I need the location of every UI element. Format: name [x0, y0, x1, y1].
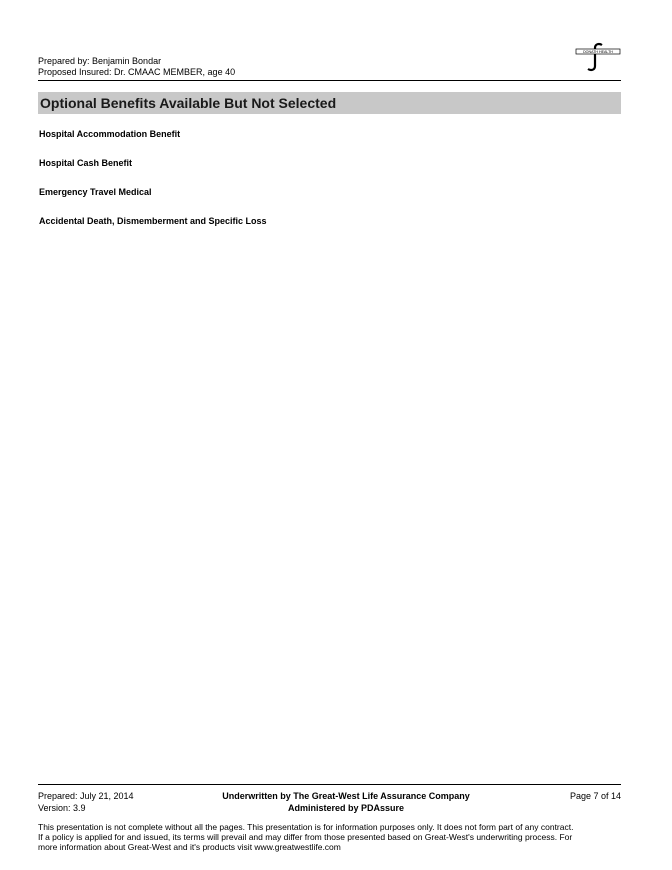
underwritten-by: Underwritten by The Great-West Life Assurance Company [222, 791, 470, 801]
section-title: Optional Benefits Available But Not Selected [38, 92, 621, 114]
benefit-item: Hospital Cash Benefit [39, 158, 133, 168]
disclaimer-line: This presentation is not complete without all the pages. This presentation is for information purposes only. It does not form part of any contract. [38, 822, 574, 832]
benefit-item: Accidental Death, Dismemberment and Specific Loss [39, 216, 267, 226]
footer-divider [38, 784, 621, 785]
disclaimer-line: If a policy is applied for and issued, its terms will prevail and may differ from those presented based on Great-West's underwriting process. For [38, 832, 573, 842]
header-divider [38, 80, 621, 81]
company-logo [575, 42, 621, 72]
version: Version: 3.9 [38, 803, 86, 813]
logo-text: DONATH HEALTH [583, 50, 613, 54]
disclaimer [38, 822, 623, 852]
footer-left [38, 790, 134, 814]
footer-center [196, 790, 496, 814]
disclaimer-line: more information about Great-West and it's products visit www.greatwestlife.com [38, 842, 341, 852]
prepared-date: Prepared: July 21, 2014 [38, 791, 134, 801]
proposed-insured: Proposed Insured: Dr. CMAAC MEMBER, age 40 [38, 67, 236, 77]
header-info [38, 56, 235, 78]
administered-by: Administered by PDAssure [287, 803, 405, 813]
prepared-by: Prepared by: Benjamin Bondar [38, 56, 162, 66]
benefits-list [39, 129, 267, 245]
page-number: Page 7 of 14 [569, 791, 621, 801]
benefit-item: Emergency Travel Medical [39, 187, 152, 197]
benefit-item: Hospital Accommodation Benefit [39, 129, 181, 139]
